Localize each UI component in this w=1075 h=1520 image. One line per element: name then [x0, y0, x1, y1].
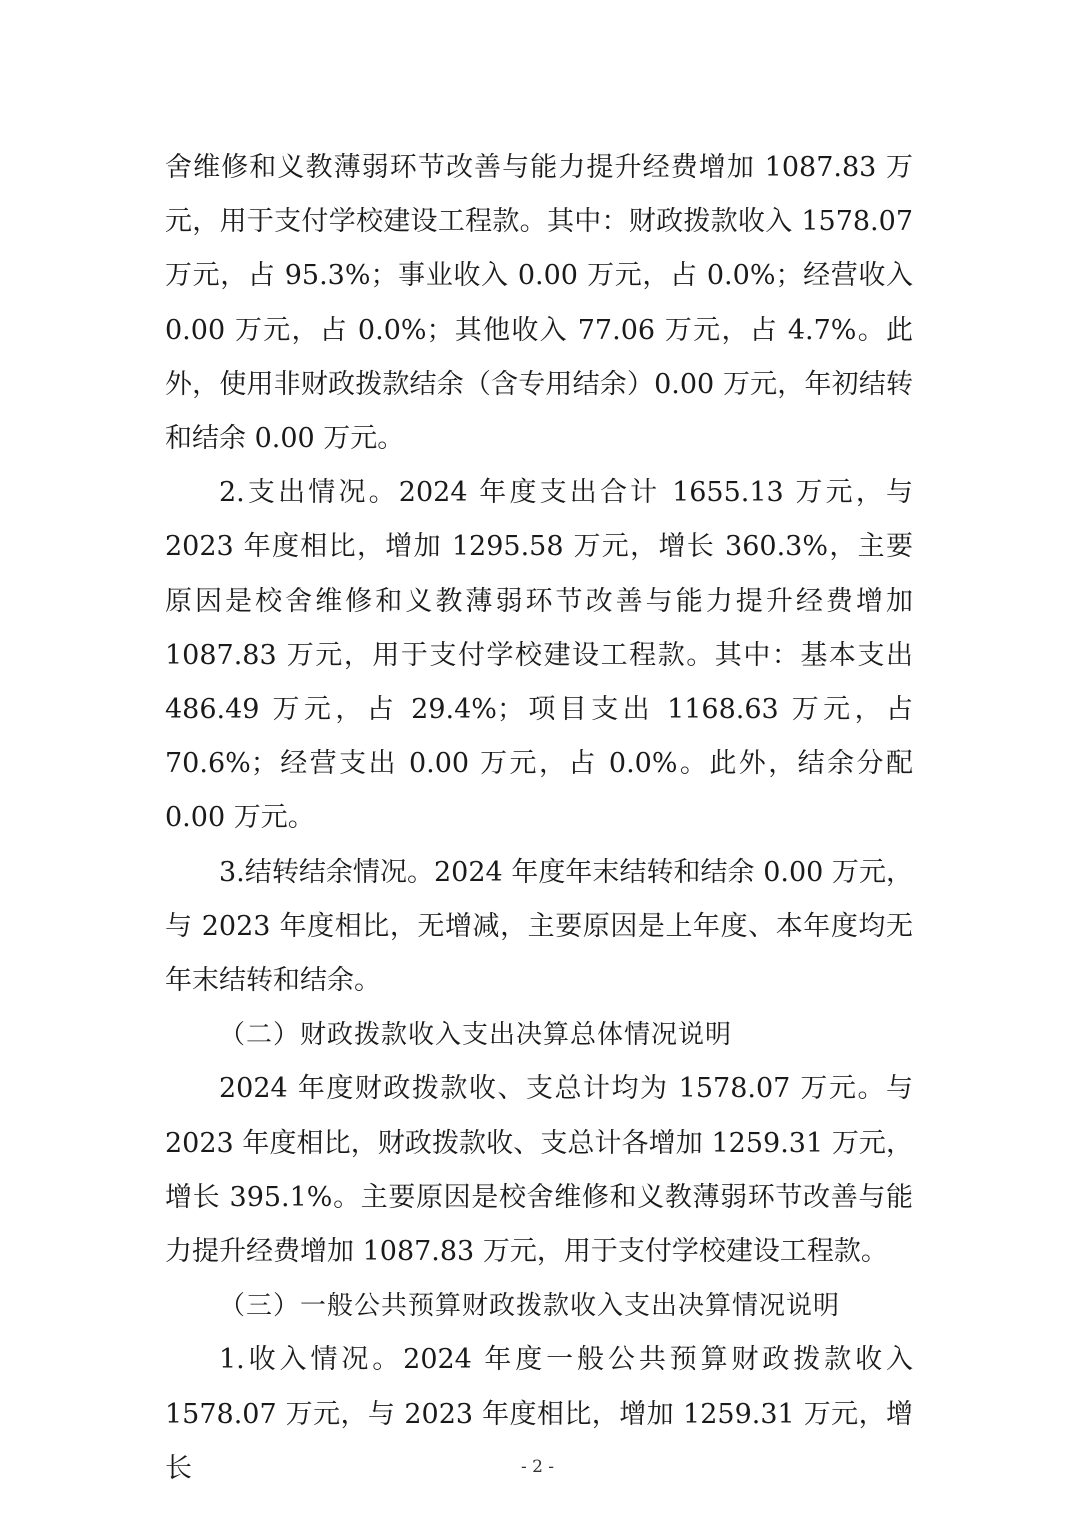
section-heading-3: （三）一般公共预算财政拨款收入支出决算情况说明 [219, 1291, 841, 1322]
carryover-balance-paragraph: 3.结转结余情况。2024 年度年末结转和结余 0.00 万元，与 2023 年度相比，无增减，主要原因是上年度、本年度均无年末结转和结余。 [165, 856, 913, 997]
page-number: - 2 - [520, 1457, 555, 1477]
income-continuation-paragraph: 舍维修和义教薄弱环节改善与能力提升经费增加 1087.83 万元，用于支付学校建设工程款。其中：财政拨款收入 1578.07 万元，占 95.3%；事业收入 0.00 万元，占 0.0%；经营收入 0.00 万元，占 0.0%；其他收入 77.06 万元，占 4.7%。此外，使用非财政拨款结余（含专用结余）0.00 万元，年初结转和结余 0.00 万元。 [165, 152, 913, 455]
expenditure-paragraph: 2.支出情况。2024 年度支出合计 1655.13 万元，与 2023 年度相比，增加 1295.58 万元，增长 360.3%，主要原因是校舍维修和义教薄弱环节改善与能力提升经费增加 1087.83 万元，用于支付学校建设工程款。其中：基本支出 486.49 万元，占 29.4%；项目支出 1168.63 万元，占 70.6%；经营支出 0.00 万元，占 0.0%。此外，结余分配 0.00 万元。 [165, 477, 913, 834]
fiscal-appropriation-paragraph: 2024 年度财政拨款收、支总计均为 1578.07 万元。与 2023 年度相比，财政拨款收、支总计各增加 1259.31 万元，增长 395.1%。主要原因是校舍维修和义教薄弱环节改善与能力提升经费增加 1087.83 万元，用于支付学校建设工程款。 [165, 1073, 913, 1268]
document-body [165, 141, 913, 1496]
section-heading-2: （二）财政拨款收入支出决算总体情况说明 [219, 1020, 733, 1051]
general-budget-income-paragraph: 1.收入情况。2024 年度一般公共预算财政拨款收入 1578.07 万元，与 2023 年度相比，增加 1259.31 万元，增长 [165, 1344, 913, 1484]
